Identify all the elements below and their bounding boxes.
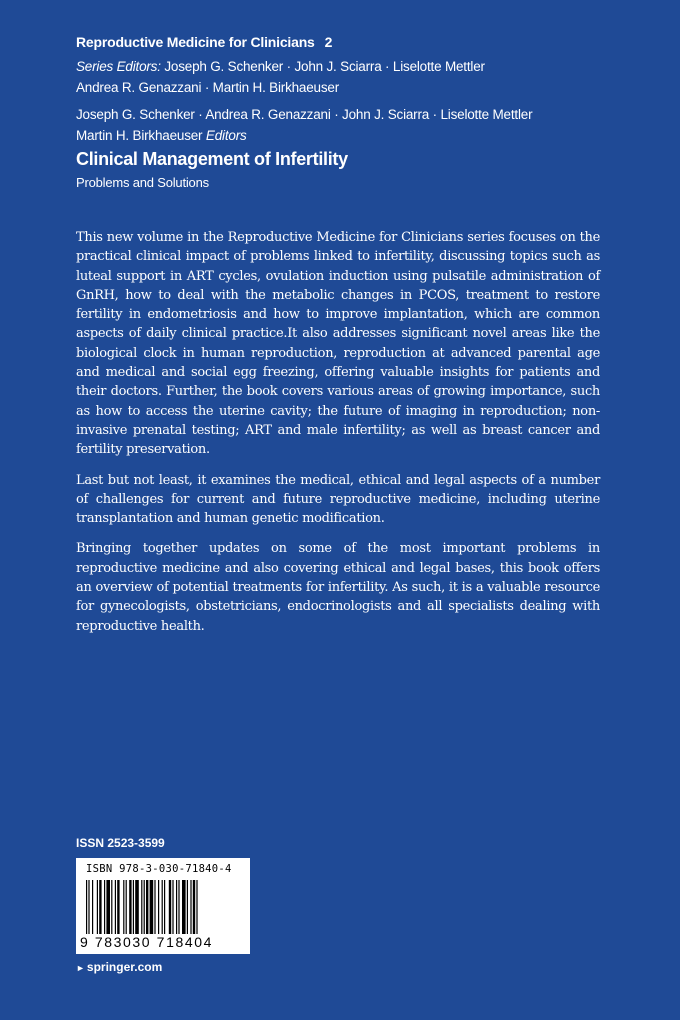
barcode-bar	[104, 880, 105, 934]
barcode-bar	[126, 880, 127, 934]
barcode-bar	[193, 880, 195, 934]
barcode-bar	[111, 880, 112, 934]
barcode-bar	[133, 880, 134, 934]
series-editors-names-1: Joseph G. Schenker · John J. Sciarra · Liselotte Mettler	[164, 59, 485, 74]
volume-editors-line-2	[76, 125, 656, 146]
barcode-bar	[129, 880, 131, 934]
arrow-right-icon: ►	[76, 963, 85, 973]
blurb-paragraph-2: Last but not least, it examines the medical, ethical and legal aspects of a number of challenges for current and future reproductive medicine, including uterine transplantation and human genetic modification.	[76, 472, 600, 527]
volume-editors-line-1: Joseph G. Schenker · Andrea R. Genazzani · John J. Sciarra · Liselotte Mettler	[76, 107, 533, 122]
volume-editor-name: Martin H. Birkhaeuser	[76, 128, 203, 143]
book-subtitle: Problems and Solutions	[76, 175, 209, 190]
publisher-website	[76, 960, 162, 974]
website-text: springer.com	[86, 960, 163, 974]
barcode-bar	[97, 880, 98, 934]
barcode-bar	[187, 880, 188, 934]
series-title-line	[76, 34, 332, 50]
barcode-bar	[144, 880, 145, 934]
barcode-bar	[162, 880, 163, 934]
barcode-bar	[172, 880, 173, 934]
barcode-bar	[196, 880, 197, 934]
barcode-bar	[158, 880, 159, 934]
series-editors-names-2: Andrea R. Genazzani · Martin H. Birkhaeuser	[76, 80, 340, 95]
book-title: Clinical Management of Infertility	[76, 149, 348, 169]
issn: ISSN 2523-3599	[76, 836, 165, 850]
barcode-bar	[146, 880, 148, 934]
series-title: Reproductive Medicine for Clinicians	[76, 34, 315, 50]
barcode-bar	[106, 880, 110, 934]
barcode-bar	[176, 880, 177, 934]
isbn-text: ISBN 978-3-030-71840-4	[86, 863, 232, 875]
barcode-bar	[86, 880, 87, 934]
barcode-bar	[169, 880, 171, 934]
barcode-bar	[154, 880, 155, 934]
barcode-bar	[92, 880, 93, 934]
blurb-paragraph-1: This new volume in the Reproductive Medicine for Clinicians series focuses on the practical clinical impact of problems linked to infertility, discussing topics such as luteal support in ART cycles, ovulation induction using pulsatile administration of GnRH, how to deal with the metabolic changes in PCOS, treatment to restore fertility in endometriosis and how to improve implantation, which are common aspects of daily clinical practice.It also addresses significant novel areas like the biological clock in human reproduction, reproduction at advanced parental age and medical and social egg freezing, offering valuable insights for patients and their doctors. Further, the book covers various areas of growing importance, such as how to access the uterine cavity; the future of imaging in reproduction; non-invasive prenatal testing; ART and male infertility; as well as breast cancer and fertility preservation.	[76, 230, 600, 458]
barcode-bar	[123, 880, 124, 934]
barcode-bar	[141, 880, 142, 934]
series-editors	[76, 56, 636, 98]
blurb-paragraph-3: Bringing together updates on some of the most important problems in reproductive medicine and also covering ethical and legal bases, this book offers an overview of potential treatments for infertility. As such, it is a valuable resource for gynecologists, obstetricians, endocrinologists and all specialists dealing with reproductive health.	[76, 541, 600, 634]
barcode-bar	[115, 880, 116, 934]
series-editors-line-1	[76, 56, 636, 77]
series-volume: 2	[324, 34, 333, 50]
barcode-bar	[99, 880, 101, 934]
blurb	[76, 228, 600, 647]
series-editors-label: Series Editors:	[76, 59, 161, 74]
barcode-bar	[182, 880, 186, 934]
barcode-bar	[135, 880, 139, 934]
barcode-bar	[164, 880, 165, 934]
isbn-barcode	[76, 858, 250, 954]
barcode-bar	[117, 880, 119, 934]
barcode-bar	[190, 880, 191, 934]
barcode-bar	[88, 880, 89, 934]
editors-label: Editors	[205, 128, 247, 143]
barcode-bars	[86, 880, 242, 934]
barcode-bar	[150, 880, 154, 934]
volume-editors	[76, 104, 656, 146]
barcode-bar	[178, 880, 179, 934]
barcode-digits: 9 783030 718404	[80, 934, 213, 950]
